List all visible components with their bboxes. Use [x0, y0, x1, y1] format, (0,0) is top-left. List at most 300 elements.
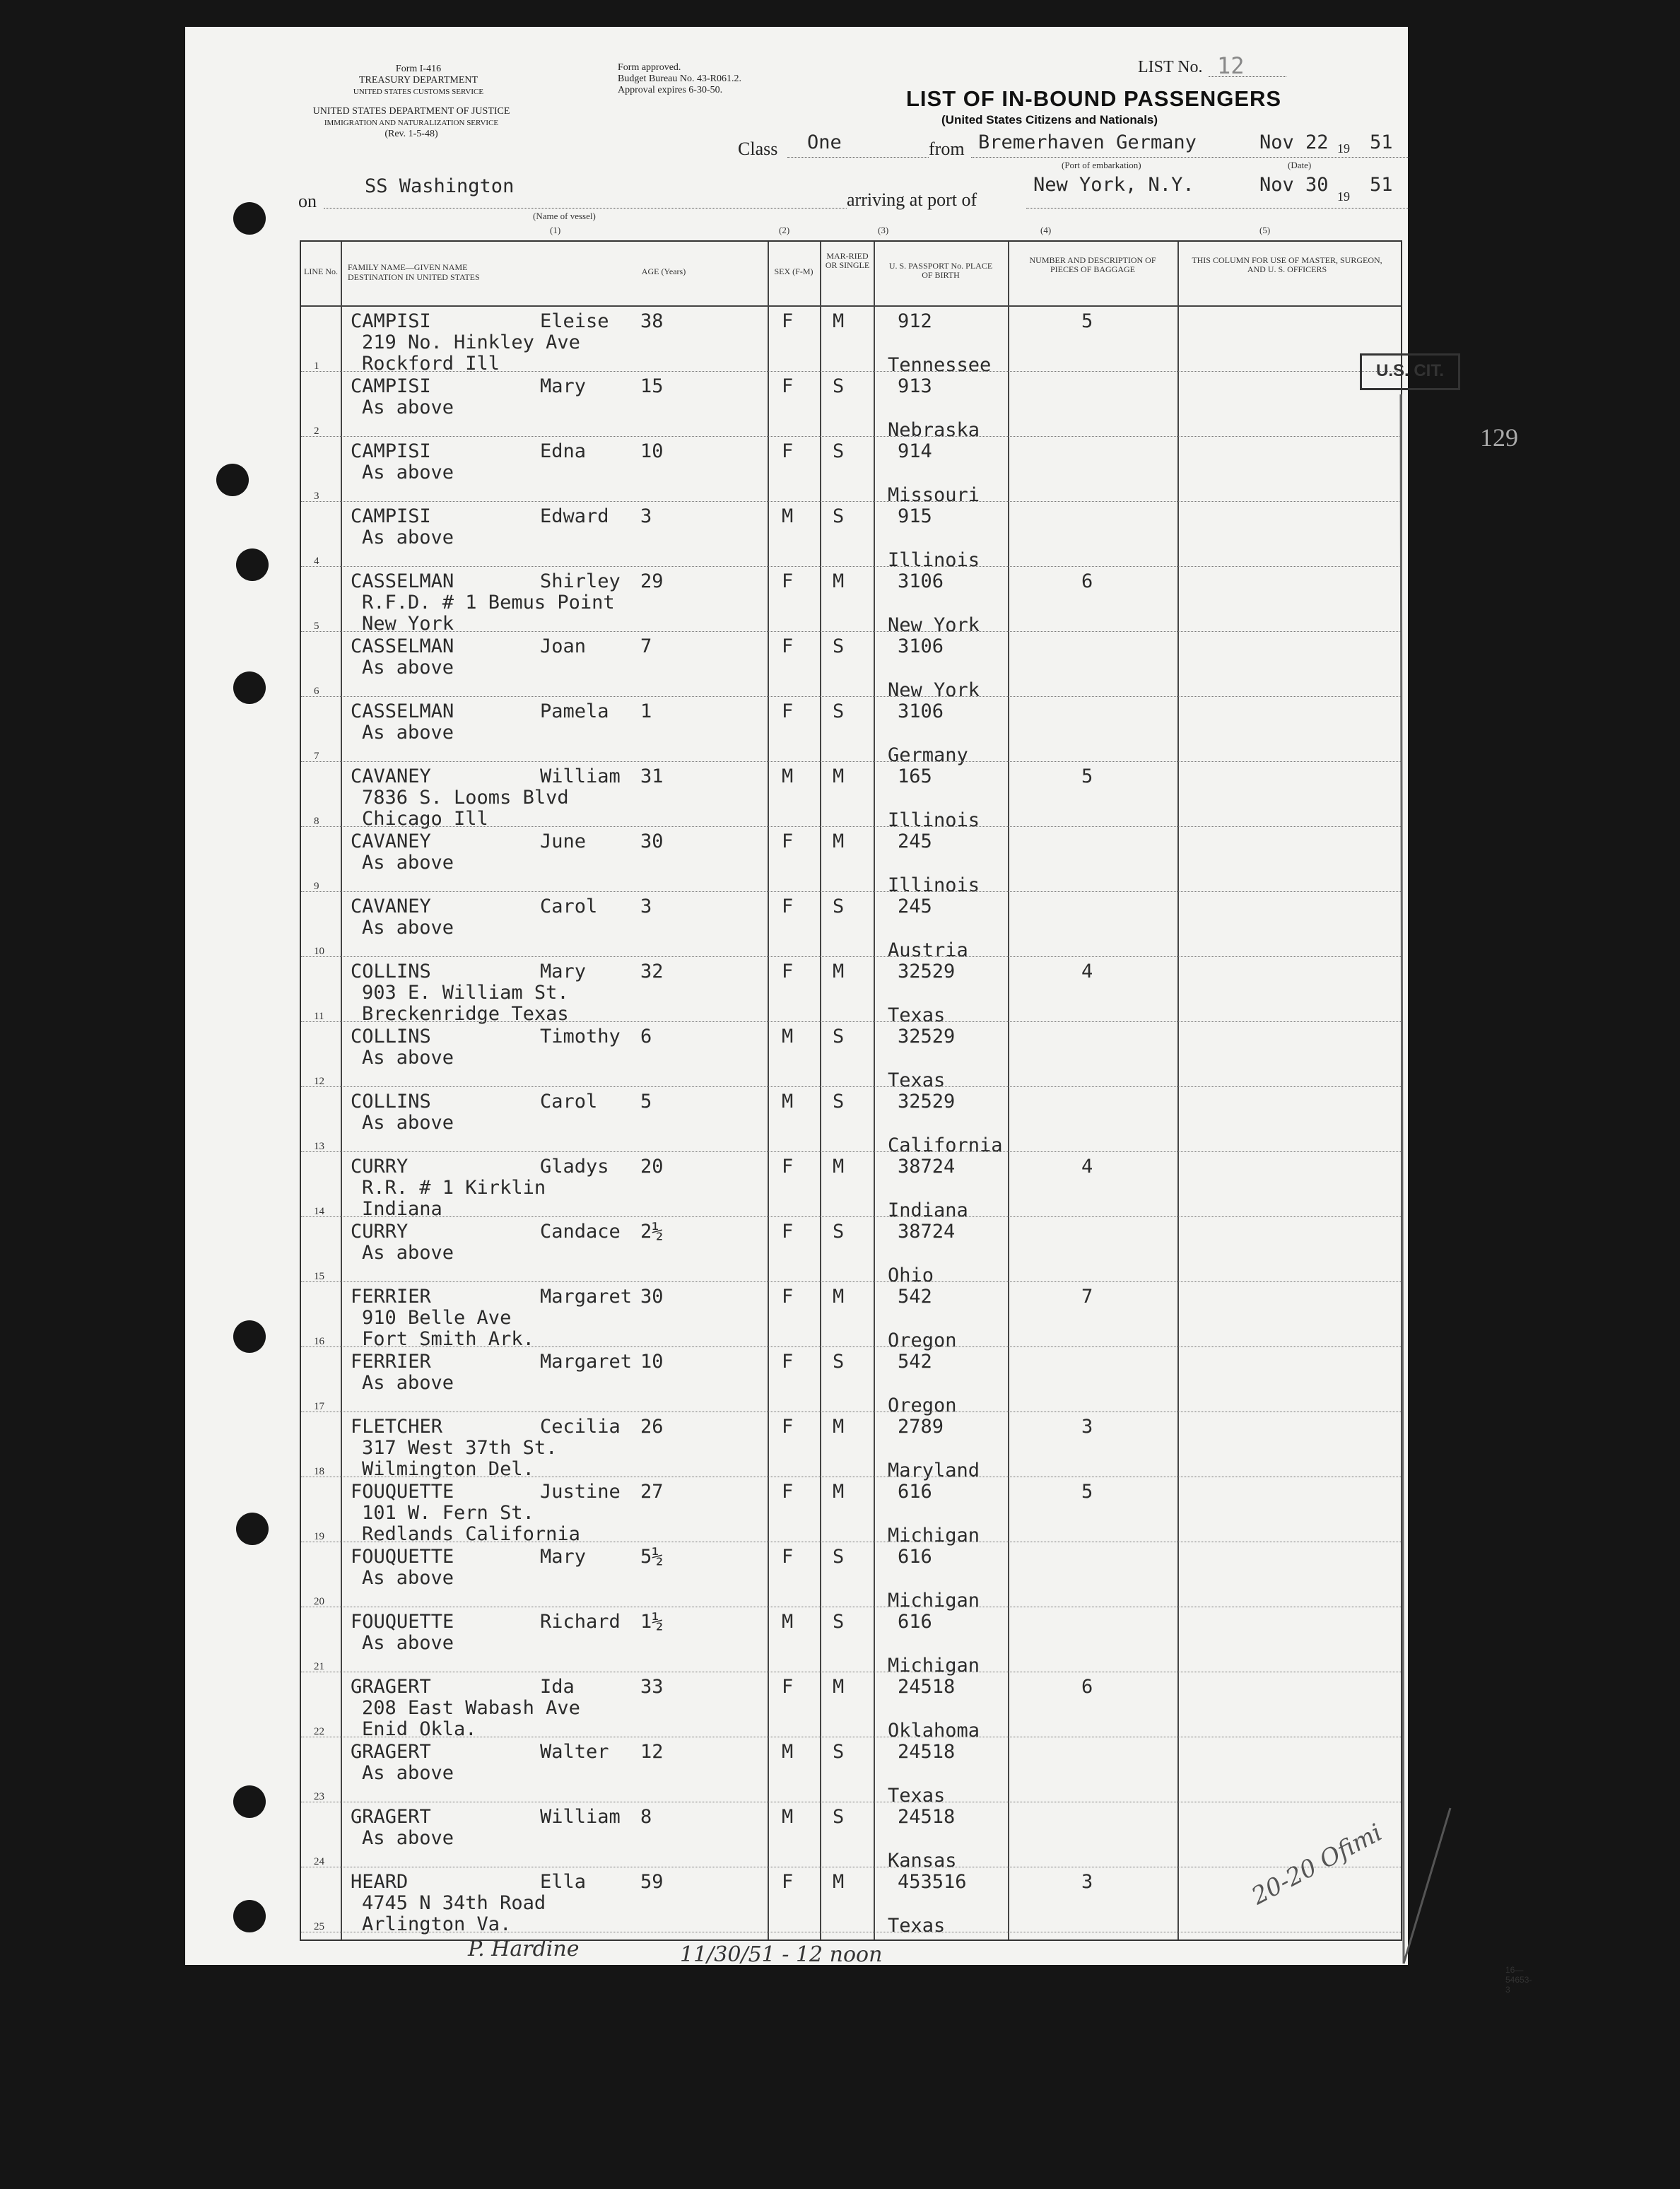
line-number: 14	[314, 1206, 324, 1217]
birth-place: Tennessee	[888, 354, 992, 376]
age: 59	[640, 1871, 664, 1893]
given-name: Ella	[540, 1871, 587, 1893]
line-number: 8	[314, 816, 319, 827]
col-married: MAR-RIED OR SINGLE	[825, 251, 870, 270]
baggage-count: 7	[1081, 1286, 1093, 1308]
birth-place: Nebraska	[888, 419, 980, 441]
line-number: 7	[314, 751, 319, 762]
address-line-1: As above	[362, 1242, 454, 1264]
given-name: Gladys	[540, 1156, 609, 1178]
family-name: CURRY	[351, 1156, 409, 1178]
col-baggage: NUMBER AND DESCRIPTION OF PIECES OF BAGGAGE	[1029, 255, 1156, 274]
sex: M	[782, 1611, 794, 1633]
address-line-2: New York	[362, 613, 454, 635]
birth-place: Michigan	[888, 1525, 980, 1547]
marital-status: S	[833, 1026, 845, 1047]
sex: F	[782, 635, 794, 657]
family-name: CAMPISI	[351, 310, 431, 332]
line-number: 3	[314, 491, 319, 502]
marital-status: S	[833, 635, 845, 657]
sex: M	[782, 505, 794, 527]
officer-mark	[1217, 366, 1528, 1992]
class-label: Class	[738, 139, 778, 159]
family-name: FLETCHER	[351, 1416, 443, 1438]
family-name: GRAGERT	[351, 1676, 431, 1698]
marital-status: M	[833, 1481, 845, 1503]
binder-hole	[233, 1320, 266, 1353]
department-of-justice: UNITED STATES DEPARTMENT OF JUSTICE	[312, 106, 510, 117]
family-name: FOUQUETTE	[351, 1611, 454, 1633]
date-caption: (Date)	[1288, 160, 1312, 170]
given-name: Carol	[540, 896, 598, 917]
on-label: on	[298, 191, 317, 211]
sex: F	[782, 570, 794, 592]
given-name: Carol	[540, 1091, 598, 1113]
address-line-2: Chicago Ill	[362, 808, 488, 830]
binder-hole	[233, 202, 266, 235]
address-line-1: As above	[362, 1827, 454, 1849]
family-name: COLLINS	[351, 961, 431, 982]
line-number: 16	[314, 1336, 324, 1347]
family-name: CASSELMAN	[351, 570, 454, 592]
address-line-1: As above	[362, 1762, 454, 1784]
sex: F	[782, 310, 794, 332]
passport-number: 616	[898, 1546, 932, 1568]
embarkation-caption: (Port of embarkation)	[1062, 160, 1141, 170]
marital-status: M	[833, 310, 845, 332]
faint-number: 129	[1480, 423, 1518, 452]
binder-hole	[216, 464, 249, 496]
age: 2½	[640, 1221, 664, 1243]
birth-place: Illinois	[888, 809, 980, 831]
col-name: FAMILY NAME—GIVEN NAME	[348, 262, 468, 272]
line-number: 5	[314, 621, 319, 632]
birth-place: Kansas	[888, 1850, 957, 1872]
baggage-count: 6	[1081, 570, 1093, 592]
line-number: 6	[314, 686, 319, 697]
passport-number: 38724	[898, 1156, 956, 1178]
given-name: Ida	[540, 1676, 575, 1698]
marital-status: M	[833, 1871, 845, 1893]
col-destination: DESTINATION IN UNITED STATES	[348, 272, 480, 282]
given-name: Mary	[540, 961, 587, 982]
baggage-count: 6	[1081, 1676, 1093, 1698]
age: 38	[640, 310, 664, 332]
passport-number: 3106	[898, 635, 944, 657]
passport-number: 32529	[898, 961, 956, 982]
line-number: 10	[314, 946, 324, 957]
binder-hole	[233, 1900, 266, 1932]
birth-place: Indiana	[888, 1199, 968, 1221]
address-line-1: 317 West 37th St.	[362, 1437, 558, 1459]
address-line-1: As above	[362, 462, 454, 483]
age: 5	[640, 1091, 652, 1113]
signature-note: 11/30/51 - 12 noon	[680, 1942, 883, 1967]
line-number: 4	[314, 556, 319, 567]
given-name: Edward	[540, 505, 609, 527]
age: 1	[640, 700, 652, 722]
col-num-3: (3)	[878, 225, 889, 235]
passport-number: 245	[898, 896, 932, 917]
birth-place: Texas	[888, 1069, 946, 1091]
from-label: from	[929, 139, 965, 159]
table-row	[301, 307, 1401, 376]
age: 26	[640, 1416, 664, 1438]
birth-place: Missouri	[888, 484, 980, 506]
line-number: 20	[314, 1596, 324, 1607]
marital-status: M	[833, 1416, 845, 1438]
address-line-1: R.R. # 1 Kirklin	[362, 1177, 546, 1199]
embarkation-19: 19	[1337, 141, 1350, 155]
passport-number: 542	[898, 1351, 932, 1373]
document-subtitle: (United States Citizens and Nationals)	[941, 113, 1158, 127]
marital-status: S	[833, 1091, 845, 1113]
address-line-1: 208 East Wabash Ave	[362, 1697, 580, 1719]
marital-status: S	[833, 1221, 845, 1243]
given-name: Eleise	[540, 310, 609, 332]
address-line-1: As above	[362, 527, 454, 548]
form-code: 16—54653-3	[1505, 1965, 1532, 1995]
birth-place: Michigan	[888, 1655, 980, 1677]
age: 3	[640, 505, 652, 527]
given-name: Mary	[540, 1546, 587, 1568]
given-name: Edna	[540, 440, 587, 462]
address-line-1: As above	[362, 657, 454, 679]
address-line-1: 7836 S. Looms Blvd	[362, 787, 569, 809]
sex: M	[782, 1741, 794, 1763]
line-number: 12	[314, 1076, 324, 1087]
family-name: FOUQUETTE	[351, 1481, 454, 1503]
birth-place: Maryland	[888, 1460, 980, 1481]
address-line-2: Indiana	[362, 1198, 442, 1220]
birth-place: New York	[888, 679, 980, 701]
col-line-no: LINE No.	[304, 266, 338, 276]
class-underline	[787, 157, 929, 158]
marital-status: S	[833, 440, 845, 462]
age: 30	[640, 831, 664, 852]
passport-number: 542	[898, 1286, 932, 1308]
address-line-1: As above	[362, 917, 454, 939]
birth-place: Oregon	[888, 1395, 957, 1416]
sex: F	[782, 1481, 794, 1503]
family-name: HEARD	[351, 1871, 409, 1893]
list-number-label: LIST No.	[1138, 58, 1203, 76]
binder-hole	[236, 1513, 269, 1545]
family-name: COLLINS	[351, 1026, 431, 1047]
form-approved: Form approved.	[618, 62, 681, 73]
age: 32	[640, 961, 664, 982]
marital-status: M	[833, 961, 845, 982]
line-number: 19	[314, 1531, 324, 1542]
list-number: 12	[1217, 52, 1245, 79]
family-name: FERRIER	[351, 1351, 431, 1373]
passport-number: 915	[898, 505, 932, 527]
family-name: FOUQUETTE	[351, 1546, 454, 1568]
age: 15	[640, 375, 664, 397]
address-line-1: As above	[362, 1112, 454, 1134]
line-number: 21	[314, 1661, 324, 1672]
binder-hole	[233, 1785, 266, 1818]
arrival-year: 51	[1370, 174, 1393, 196]
passport-number: 3106	[898, 700, 944, 722]
sex: F	[782, 831, 794, 852]
sex: M	[782, 1091, 794, 1113]
family-name: GRAGERT	[351, 1741, 431, 1763]
embarkation-date: Nov 22	[1259, 131, 1329, 153]
birth-place: Germany	[888, 744, 968, 766]
sex: F	[782, 375, 794, 397]
age: 20	[640, 1156, 664, 1178]
marital-status: S	[833, 1806, 845, 1828]
sex: M	[782, 765, 794, 787]
sex: F	[782, 1351, 794, 1373]
line-number: 2	[314, 426, 319, 437]
age: 6	[640, 1026, 652, 1047]
marital-status: M	[833, 570, 845, 592]
marital-status: S	[833, 1351, 845, 1373]
sex: F	[782, 1546, 794, 1568]
family-name: COLLINS	[351, 1091, 431, 1113]
binder-hole	[233, 671, 266, 704]
given-name: Cecilia	[540, 1416, 621, 1438]
address-line-1: As above	[362, 1567, 454, 1589]
customs-service: UNITED STATES CUSTOMS SERVICE	[353, 88, 484, 96]
address-line-1: As above	[362, 1632, 454, 1654]
address-line-1: 219 No. Hinkley Ave	[362, 331, 580, 353]
given-name: Mary	[540, 375, 587, 397]
age: 27	[640, 1481, 664, 1503]
passport-number: 913	[898, 375, 932, 397]
marital-status: M	[833, 1286, 845, 1308]
sex: F	[782, 1871, 794, 1893]
family-name: CAVANEY	[351, 896, 431, 917]
address-line-2: Enid Okla.	[362, 1718, 477, 1740]
passport-number: 32529	[898, 1026, 956, 1047]
address-line-2: Redlands California	[362, 1523, 580, 1545]
family-name: CAMPISI	[351, 505, 431, 527]
birth-place: Texas	[888, 1785, 946, 1807]
margin-note: 20-20 Ofimi	[1247, 1818, 1387, 1911]
address-line-1: 910 Belle Ave	[362, 1307, 512, 1329]
address-line-2: Wilmington Del.	[362, 1458, 534, 1480]
line-number: 25	[314, 1921, 324, 1932]
given-name: Walter	[540, 1741, 609, 1763]
address-line-1: R.F.D. # 1 Bemus Point	[362, 592, 615, 614]
given-name: Pamela	[540, 700, 609, 722]
passport-number: 32529	[898, 1091, 956, 1113]
address-line-2: Arlington Va.	[362, 1913, 512, 1935]
binder-hole	[236, 548, 269, 581]
address-line-1: 4745 N 34th Road	[362, 1892, 546, 1914]
line-number: 17	[314, 1401, 324, 1412]
address-line-1: As above	[362, 1047, 454, 1069]
passport-number: 38724	[898, 1221, 956, 1243]
age: 12	[640, 1741, 664, 1763]
family-name: CASSELMAN	[351, 700, 454, 722]
budget-bureau: Budget Bureau No. 43-R061.2.	[618, 74, 741, 84]
address-line-2: Fort Smith Ark.	[362, 1328, 534, 1350]
age: 33	[640, 1676, 664, 1698]
given-name: Richard	[540, 1611, 621, 1633]
family-name: CURRY	[351, 1221, 409, 1243]
baggage-count: 4	[1081, 961, 1093, 982]
us-citizen-stamp: U.S. CIT.	[1360, 353, 1460, 390]
marital-status: S	[833, 896, 845, 917]
list-number-underline	[1209, 76, 1286, 77]
marital-status: S	[833, 1546, 845, 1568]
given-name: Margaret	[540, 1286, 633, 1308]
sex: F	[782, 1221, 794, 1243]
birth-place: Illinois	[888, 549, 980, 571]
sex: F	[782, 896, 794, 917]
marital-status: M	[833, 1676, 845, 1698]
passport-number: 912	[898, 310, 932, 332]
arrival-underline	[1026, 208, 1409, 209]
marital-status: S	[833, 375, 845, 397]
age: 7	[640, 635, 652, 657]
passport-number: 3106	[898, 570, 944, 592]
vessel-underline	[324, 208, 847, 209]
arriving-label: arriving at port of	[847, 189, 977, 210]
birth-place: New York	[888, 614, 980, 636]
baggage-count: 5	[1081, 765, 1093, 787]
line-number: 1	[314, 360, 319, 372]
line-number: 11	[314, 1011, 324, 1022]
sex: F	[782, 440, 794, 462]
passport-number: 24518	[898, 1676, 956, 1698]
line-number: 13	[314, 1141, 324, 1152]
birth-place: Austria	[888, 939, 968, 961]
vessel-name: SS Washington	[365, 175, 515, 197]
passport-number: 616	[898, 1481, 932, 1503]
line-number: 18	[314, 1466, 324, 1477]
col-num-4: (4)	[1040, 225, 1052, 235]
age: 29	[640, 570, 664, 592]
sex: F	[782, 1416, 794, 1438]
baggage-count: 5	[1081, 310, 1093, 332]
treasury-department: TREASURY DEPARTMENT	[358, 75, 478, 86]
given-name: Shirley	[540, 570, 621, 592]
signature: P. Hardine	[468, 1937, 580, 1961]
passport-number: 2789	[898, 1416, 944, 1438]
birth-place: Michigan	[888, 1590, 980, 1612]
sex: F	[782, 1286, 794, 1308]
age: 1½	[640, 1611, 664, 1633]
passport-number: 24518	[898, 1806, 956, 1828]
family-name: FERRIER	[351, 1286, 431, 1308]
given-name: Timothy	[540, 1026, 621, 1047]
address-line-1: 101 W. Fern St.	[362, 1502, 534, 1524]
document-title: LIST OF IN-BOUND PASSENGERS	[906, 86, 1282, 111]
address-line-2: Breckenridge Texas	[362, 1003, 569, 1025]
marital-status: M	[833, 1156, 845, 1178]
sex: M	[782, 1806, 794, 1828]
passport-number: 165	[898, 765, 932, 787]
address-line-1: As above	[362, 397, 454, 418]
age: 30	[640, 1286, 664, 1308]
baggage-count: 3	[1081, 1416, 1093, 1438]
arrival-19: 19	[1337, 189, 1350, 204]
marital-status: S	[833, 1741, 845, 1763]
col-num-1: (1)	[550, 225, 561, 235]
family-name: CAVANEY	[351, 765, 431, 787]
family-name: CAVANEY	[351, 831, 431, 852]
marital-status: S	[833, 505, 845, 527]
marital-status: S	[833, 1611, 845, 1633]
line-number: 15	[314, 1271, 324, 1282]
marital-status: M	[833, 765, 845, 787]
birth-place: Texas	[888, 1915, 946, 1937]
birth-place: Oregon	[888, 1330, 957, 1351]
line-number: 22	[314, 1726, 324, 1737]
given-name: Margaret	[540, 1351, 633, 1373]
given-name: Candace	[540, 1221, 621, 1243]
line-number: 23	[314, 1791, 324, 1802]
embarkation-year: 51	[1370, 131, 1393, 153]
birth-place: Texas	[888, 1004, 946, 1026]
passport-number: 616	[898, 1611, 932, 1633]
col-num-2: (2)	[779, 225, 790, 235]
family-name: CAMPISI	[351, 440, 431, 462]
col-age: AGE (Years)	[641, 266, 686, 276]
address-line-1: As above	[362, 722, 454, 744]
line-number: 9	[314, 881, 319, 892]
age: 10	[640, 1351, 664, 1373]
col-num-5: (5)	[1259, 225, 1271, 235]
vessel-caption: (Name of vessel)	[533, 211, 596, 221]
immigration-service: IMMIGRATION AND NATURALIZATION SERVICE	[324, 119, 499, 127]
passport-number: 24518	[898, 1741, 956, 1763]
family-name: GRAGERT	[351, 1806, 431, 1828]
age: 3	[640, 896, 652, 917]
marital-status: M	[833, 831, 845, 852]
given-name: William	[540, 1806, 621, 1828]
birth-place: California	[888, 1134, 1003, 1156]
from-underline	[971, 157, 1409, 158]
given-name: William	[540, 765, 621, 787]
family-name: CASSELMAN	[351, 635, 454, 657]
birth-place: Ohio	[888, 1264, 934, 1286]
manifest-page	[185, 27, 1532, 1995]
age: 10	[640, 440, 664, 462]
sex: F	[782, 1676, 794, 1698]
passport-number: 453516	[898, 1871, 967, 1893]
birth-place: Illinois	[888, 874, 980, 896]
baggage-count: 5	[1081, 1481, 1093, 1503]
col-officers: THIS COLUMN FOR USE OF MASTER, SURGEON, AND U. S. OFFICERS	[1192, 255, 1382, 274]
sex: F	[782, 700, 794, 722]
given-name: June	[540, 831, 587, 852]
approval-expires: Approval expires 6-30-50.	[618, 85, 723, 95]
address-line-1: 903 E. William St.	[362, 982, 569, 1004]
arrival-date: Nov 30	[1259, 174, 1329, 196]
line-number: 24	[314, 1856, 324, 1867]
sex: M	[782, 1026, 794, 1047]
passport-number: 914	[898, 440, 932, 462]
age: 8	[640, 1806, 652, 1828]
revision: (Rev. 1-5-48)	[384, 129, 438, 139]
col-passport: U. S. PASSPORT No. PLACE OF BIRTH	[888, 261, 993, 280]
birth-place: Oklahoma	[888, 1720, 980, 1742]
sex: F	[782, 961, 794, 982]
col-sex: SEX (F-M)	[774, 266, 813, 276]
address-line-1: As above	[362, 1372, 454, 1394]
family-name: CAMPISI	[351, 375, 431, 397]
class-value: One	[807, 131, 842, 153]
baggage-count: 4	[1081, 1156, 1093, 1178]
given-name: Joan	[540, 635, 587, 657]
marital-status: S	[833, 700, 845, 722]
